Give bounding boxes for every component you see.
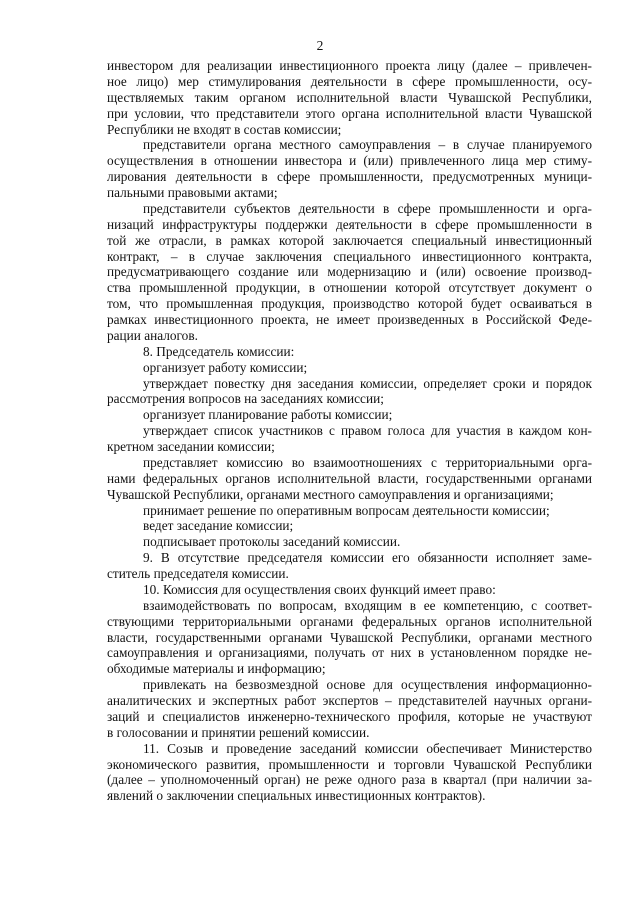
text-line: инвестором для реализации инвестиционного проекта лицу (далее – привлечен- [107,58,592,73]
text-line: 11. Созыв и проведение заседаний комиссии обеспечивает Министерство [143,740,592,756]
text-line: в голосовании и принятии решений комиссии. [107,724,370,740]
text-line: той же отрасли, в рамках которой заключается специальный инвестиционный [107,232,592,248]
text-line: явлений о заключении специальных инвестиционных контрактов). [107,788,486,804]
text-line: ства промышленной продукции, в отношении которой отсутствует документ о [107,280,592,296]
text-line: 8. Председатель комиссии: [143,343,295,359]
text-line: контракт, – в случае заключения специального инвестиционного контракта, [107,248,592,264]
text-line: ститель председателя комиссии. [107,566,289,581]
text-line: рассмотрения вопросов на заседаниях комиссии; [107,391,384,407]
text-line: предусматривающего создание или модернизацию и (или) освоение производ- [107,264,592,280]
text-line: (далее – уполномоченный орган) не реже одного раза в квартал (при наличии за- [107,772,592,788]
text-line: кретном заседании комиссии; [107,439,275,454]
text-line: низаций инфраструктуры поддержки деятельности в сфере промышленности в [107,216,592,232]
text-line: утверждает список участников с правом голоса для участия в каждом кон- [143,423,592,439]
text-line: обходимые материалы и информацию; [107,661,326,677]
text-line: при условии, что представители этого органа исполнительной власти Чувашской [107,105,592,121]
text-line: утверждает повестку дня заседания комиссии, определяет сроки и порядок [143,375,592,391]
text-line: Республики не входят в состав комиссии; [107,121,342,137]
text-line: самоуправления и организациями, получать от них в установленном порядке не- [107,645,592,661]
text-line: организует работу комиссии; [143,359,308,375]
document-body [107,58,592,804]
text-line: лирования деятельности в сфере промышленности, предусмотренных муници- [107,169,592,185]
text-line: подписывает протоколы заседаний комиссии. [143,534,401,550]
text-line: нами федеральных органов исполнительной власти, государственными органами [107,470,592,486]
text-line: привлекать на безвозмездной основе для осуществления информационно- [143,677,592,693]
text-line: 10. Комиссия для осуществления своих функций имеет право: [143,581,496,597]
text-line: Чувашской Республики, органами местного самоуправления и организациями; [107,486,554,502]
text-line: ное лицо) мер стимулирования деятельности в сфере промышленности, осу- [107,73,592,89]
text-line: экономического развития, промышленности и торговли Чувашской Республики [107,756,592,772]
text-line: рамках инвестиционного проекта, не имеет произведенных в Российской Феде- [107,312,592,327]
text-line: рации аналогов. [107,327,198,343]
text-line: ствующими территориальными органами федеральных органов исполнительной [107,613,592,629]
text-line: власти, государственными органами Чувашской Республики, органами местного [107,629,592,645]
text-line: ведет заседание комиссии; [143,518,294,534]
text-line: принимает решение по оперативным вопросам деятельности комиссии; [143,502,550,518]
text-line: представители органа местного самоуправления – в случае планируемого [143,137,592,153]
text-line: взаимодействовать по вопросам, входящим в ее компетенцию, с соответ- [143,597,592,613]
text-line: пальными правовыми актами; [107,185,278,200]
text-line: заций и специалистов инженерно-технического профиля, которые не участвуют [107,708,592,724]
text-line: 9. В отсутствие председателя комиссии его обязанности исполняет заме- [143,550,592,566]
text-line: осуществления в отношении инвестора и (или) привлеченного лица мер стиму- [107,153,592,169]
text-line: ществляемых таким органом исполнительной власти Чувашской Республики, [107,89,592,105]
text-line: том, что промышленная продукция, производство которой будет осваиваться в [107,296,592,312]
text-line: организует планирование работы комиссии; [143,407,393,423]
text-line: аналитических и экспертных работ экспертов – представителей научных органи- [107,693,592,708]
page-number: 2 [316,38,324,53]
text-line: представители субъектов деятельности в сфере промышленности и орга- [143,200,592,216]
text-line: представляет комиссию во взаимоотношениях с территориальными орга- [143,454,592,470]
